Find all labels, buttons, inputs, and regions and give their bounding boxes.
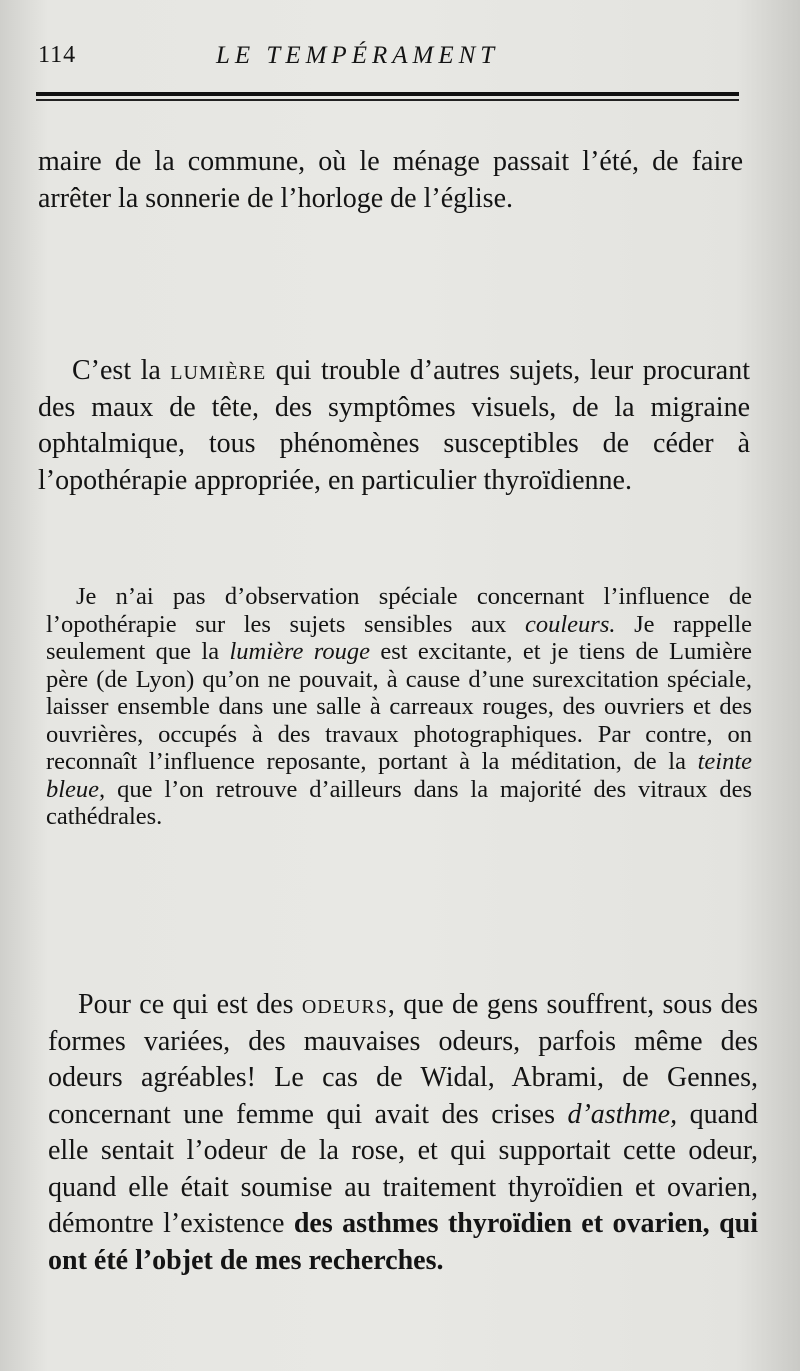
italic-asthme: d’asthme, <box>567 1098 678 1130</box>
text-run: Je n’ai pas d’observation spéciale concernant l’influence de l’opothérapie sur les sujets sensibles aux <box>46 583 752 638</box>
italic-teinte-bleue: teinte bleue, <box>46 748 752 803</box>
text-run: qui trouble d’autres sujets, leur procurant des maux de tête, des symptômes visuels, de la migraine ophtalmique, tous phénomènes susceptibles de céder à l’opothérapie appropriée, en particulier thyroïdienne. <box>38 355 750 496</box>
text-run: quand elle sentait l’odeur de la rose, et qui supportait cette odeur, quand elle était soumise au traitement thyroïdien et ovarien, démontre l’existence <box>48 1098 758 1239</box>
paragraph-text <box>38 353 750 499</box>
text-run: C’est la <box>72 355 171 386</box>
bold-tail-text: des asthmes thyroïdien et ovarien, qui ont été l’objet de mes recherches. <box>48 1208 758 1276</box>
header-rule-thin <box>36 99 739 101</box>
paragraph-text: maire de la commune, où le ménage passait l’été, de faire arrêter la sonnerie de l’horloge de l’église. <box>38 146 743 214</box>
keyword-lumiere: lumière <box>170 355 267 386</box>
running-title: LE TEMPÉRAMENT <box>216 42 500 69</box>
paragraph-continuation <box>38 144 743 217</box>
text-run: que l’on retrouve d’ailleurs dans la majorité des vitraux des cathédrales. <box>46 775 752 830</box>
paragraph-text <box>46 583 752 831</box>
italic-lumiere-rouge: lumière rouge <box>229 638 370 665</box>
keyword-odeurs: odeurs <box>301 989 388 1020</box>
paragraph-couleurs <box>46 583 752 831</box>
paragraph-text <box>48 987 758 1279</box>
paragraph-odeurs <box>48 987 758 1279</box>
text-run: est excitante, et je tiens de Lumière père (de Lyon) qu’on ne pouvait, à cause d’une surexcitation spéciale, laisser ensemble dans une salle à carreaux rouges, des ouvriers et des ouvrières, occupés à des travaux photographiques. Par contre, on reconnaît l’influence reposante, portant à la méditation, de la <box>46 638 752 775</box>
page-header <box>38 38 738 78</box>
text-run: Je rappelle seulement que la <box>46 610 752 665</box>
page-number: 114 <box>38 42 77 68</box>
text-run: , que de gens souffrent, sous des formes variées, des mauvaises odeurs, parfois même des odeurs agréables! Le cas de Widal, Abrami, de Gennes, concernant une femme qui avait des crises <box>48 989 758 1130</box>
text-run: Pour ce qui est des <box>78 989 302 1020</box>
italic-couleurs: couleurs. <box>525 610 616 638</box>
header-rule-thick <box>36 92 739 96</box>
paragraph-lumiere <box>38 353 750 499</box>
